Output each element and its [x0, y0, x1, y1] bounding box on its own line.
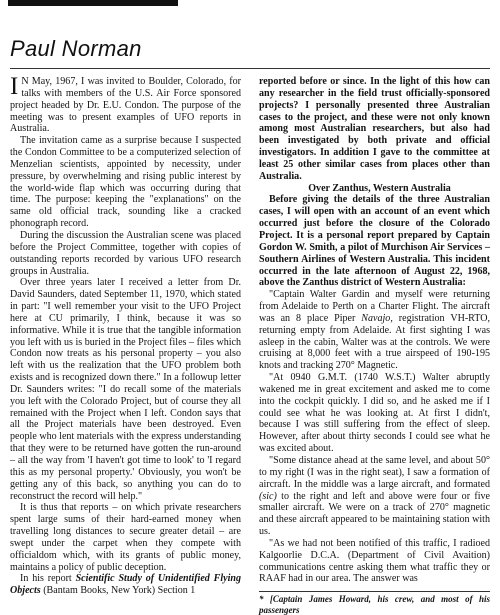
right-column [259, 76, 490, 615]
left-column [10, 73, 241, 597]
book-title: Scientific Study of Unidentified Flying Objects [10, 573, 241, 597]
paragraph: During the discussion the Australian scene was placed before the Project Committee, together with copies of outstanding reports recorded by various UFO research groups in Australia. [10, 229, 241, 277]
paragraph [259, 289, 490, 372]
sic-note: (sic) [259, 490, 277, 502]
header-bar [8, 0, 178, 6]
text-run: , registration VH-RTO, returning empty from Adelaide. At first sighting I was asleep in the cabin, Walter was at the controls. We were cruising at 8,000 feet with a true airspeed of 190-195 knots and tracking 270° Magnetic. [259, 312, 490, 372]
paragraph-bold: Before giving the details of the three Australian cases, I will open with an account of an event which occurred just before the closure of the Colorado Project. It is a personal report prepared by Captain Gordon W. Smith, a pilot of Murchison Air Services – Southern Airlines of Western Australia. This incident occurred in the late afternoon of August 22, 1968, above the Zanthus district of Western Australia: [259, 194, 490, 289]
section-heading: Over Zanthus, Western Australia [308, 182, 451, 194]
paragraph: It is thus that reports – on which private researchers spent large sums of their hard-earned money when travelling long distances to secure greater detail – are swept under the carpet when they compete with officialdom which, with its grants of public money, maintains a policy of public deception. [10, 502, 241, 573]
paragraph [259, 455, 490, 538]
paragraph: The invitation came as a surprise because I suspected the Condon Committee to be a computerized selection of Menzelian scientists, appointed by necessity, under pressure, by overwhelming and rising public interest by the world-wide flap which was occurring during that time. The purpose: keeping the "explanations" on the same old official track, sounding like a cracked phonograph record. [10, 135, 241, 230]
paragraph [10, 573, 241, 597]
drop-cap: I [10, 73, 19, 100]
aircraft-name: Navajo [361, 312, 391, 324]
header-rule [10, 68, 490, 69]
text-run: (Bantam Books, New York) Section 1 [40, 585, 196, 597]
footnote: * [Captain James Howard, his crew, and most of his passengers [259, 591, 490, 615]
text-run: to the right and left and above were four or five smaller aircraft. We were on a track of 270° magnetic and these aircraft appeared to be maintaining station with us. [259, 490, 490, 538]
author-byline: Paul Norman [10, 36, 142, 61]
paragraph-bold: reported before or since. In the light of this how can any researcher in the field trust officially-sponsored projects? I personally presented three Australian cases to the project, and these were not only known among most Australian researchers, but also had been investigated by both private and official investigators. In addition I gave to the committee at least 25 other similar cases from places other than Australia. [259, 76, 490, 182]
paragraph-intro [10, 73, 241, 135]
text-run: "Some distance ahead at the same level, and about 50° to my right (I was in the right seat), I saw a formation of aircraft. In the middle was a large aircraft, and formated [259, 455, 490, 490]
intro-text: N May, 1967, I was invited to Boulder, Colorado, for talks with members of the U.S. Air Force sponsored project headed by Dr. E.U. Condon. The purpose of the meeting was to present examples of UFO reports in Australia. [10, 76, 241, 135]
text-run: In his report [20, 573, 76, 585]
paragraph: Over three years later I received a letter from Dr. David Saunders, dated September 11, 1970, which stated in part: "I well remember your visit to the UFO Project here at CU primarily, I think, because it was so informative. While it is true that the tangible information you left with us is buried in the Project files – files which Condon now treats as his personal property – you also left with us the realization that the UFO problem both exists and is recognized down there." In a followup letter Dr. Saunders writes: "I do recall some of the materials you left with the Colorado Project, but of course they all remained with the Project when I left. Condon says that all the Project materials have been destroyed. Even people who lent materials with the express understanding that they were to be returned have gotten the run-around – all the way from 'I haven't got time to look' to 'I regard this as my personal property.' Obviously, you won't be getting any of this back, so anything you can do to reconstruct the record will help." [10, 277, 241, 502]
paragraph: "As we had not been notified of this traffic, I radioed Kalgoorlie D.C.A. (Department of Civil Avaition) communications centre asking them what traffic they or RAAF had in our area. The answer was [259, 537, 490, 585]
text-run: "Captain Walter Gardin and myself were returning from Adelaide to Perth on a Charter Flight. The aircraft was an 8 place Piper [259, 289, 490, 324]
paragraph: "At 0940 G.M.T. (1740 W.S.T.) Walter abruptly wakened me in great excitement and asked me to come into the cockpit quickly. I did so, and he asked me if I could see what he was looking at. At first I didn't, because I was still suffering from the effect of sleep. However, after about thirty seconds I could see what he was excited about. [259, 372, 490, 455]
